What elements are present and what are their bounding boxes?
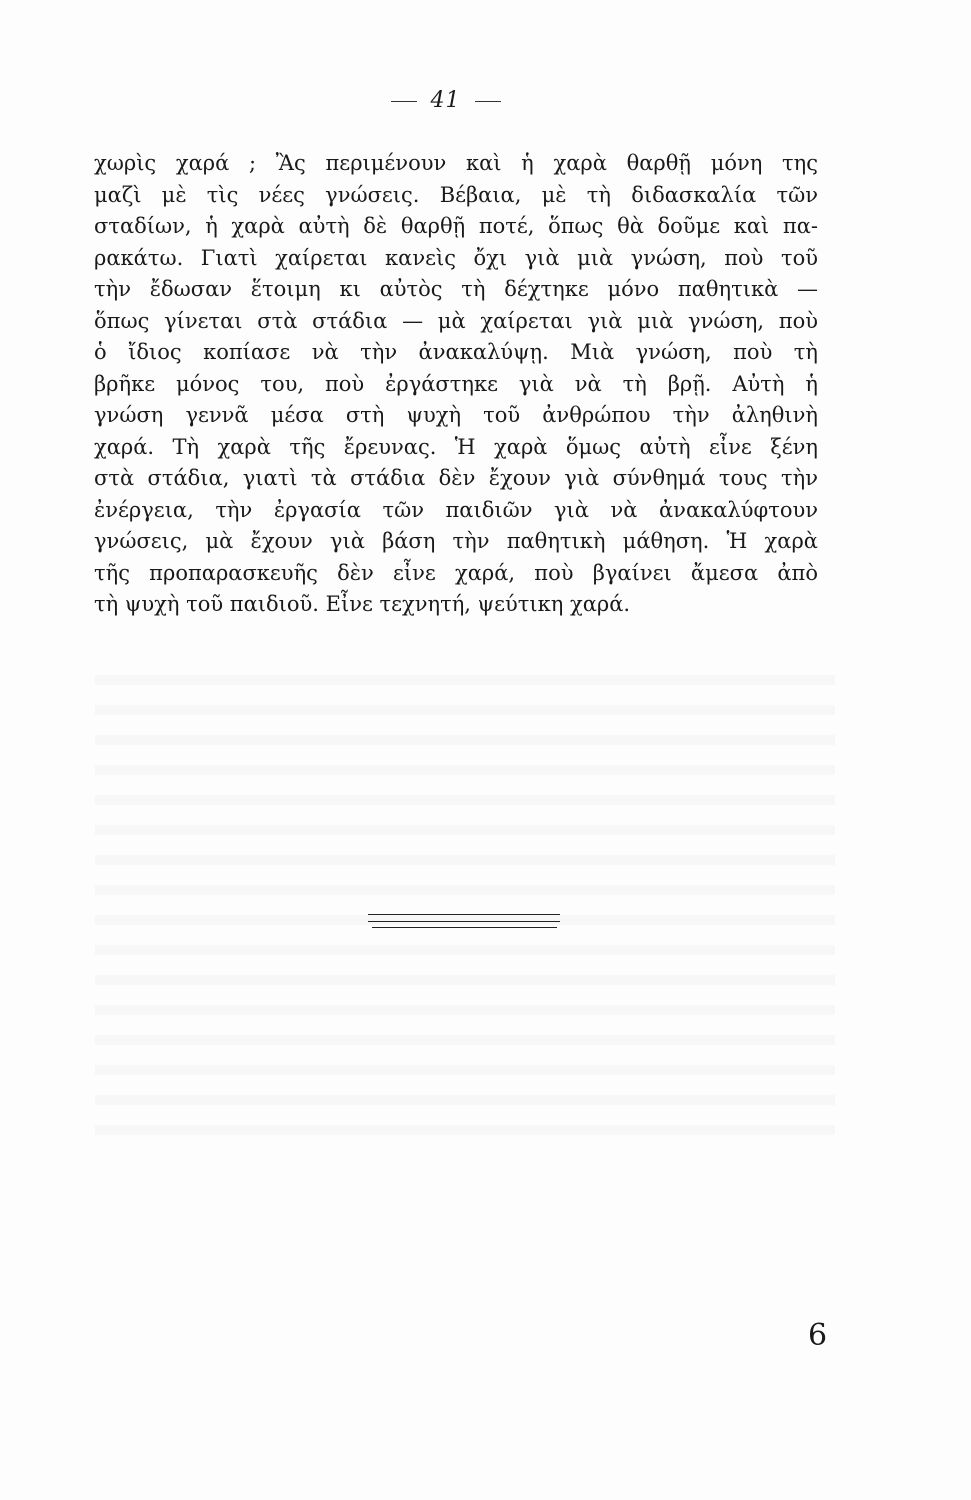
- text-line: ρακάτω. Γιατὶ χαίρεται κανεὶς ὄχι γιὰ μιὰ γνώση, ποὺ τοῦ: [94, 245, 818, 270]
- text-line: ὅπως γίνεται στὰ στάδια — μὰ χαίρεται γιὰ μιὰ γνώση, ποὺ: [94, 308, 818, 333]
- text-line: σταδίων, ἡ χαρὰ αὐτὴ δὲ θαρθῇ ποτέ, ὅπως θὰ δοῦμε καὶ πα-: [94, 214, 818, 238]
- text-line: χωρὶς χαρά ; Ἂς περιμένουν καὶ ἡ χαρὰ θαρθῇ μόνη της: [94, 151, 818, 175]
- bleed-through-shadow: [95, 655, 835, 1135]
- section-divider-rule: [368, 921, 560, 922]
- signature-mark: 6: [808, 1318, 828, 1353]
- header-dash-right: [475, 101, 501, 102]
- text-line: ὁ ἴδιος κοπίασε νὰ τὴν ἀνακαλύψῃ. Μιὰ γνώση, ποὺ τὴ: [94, 340, 818, 364]
- text-line: τὴν ἔδωσαν ἕτοιμη κι αὐτὸς τὴ δέχτηκε μόνο παθητικὰ —: [94, 277, 818, 301]
- section-divider-rule: [372, 927, 557, 928]
- page-header: [0, 88, 891, 113]
- text-line: ἐνέργεια, τὴν ἐργασία τῶν παιδιῶν γιὰ νὰ ἀνακαλύφτουν: [94, 497, 818, 522]
- text-line: γνώσεις, μὰ ἔχουν γιὰ βάση τὴν παθητικὴ μάθηση. Ἡ χαρὰ: [94, 529, 818, 553]
- page-number: 41: [430, 88, 461, 113]
- text-line-last: τὴ ψυχὴ τοῦ παιδιοῦ. Εἶνε τεχνητή, ψεύτικη χαρά.: [94, 592, 631, 616]
- text-line: στὰ στάδια, γιατὶ τὰ στάδια δὲν ἔχουν γιὰ σύνθημά τους τὴν: [94, 466, 818, 490]
- text-line: βρῆκε μόνος του, ποὺ ἐργάστηκε γιὰ νὰ τὴ βρῇ. Αὐτὴ ἡ: [94, 371, 818, 396]
- text-line: χαρά. Τὴ χαρὰ τῆς ἔρευνας. Ἡ χαρὰ ὅμως αὐτὴ εἶνε ξένη: [94, 434, 818, 459]
- text-line: μαζὶ μὲ τὶς νέες γνώσεις. Βέβαια, μὲ τὴ διδασκαλία τῶν: [94, 182, 818, 207]
- section-divider-rule: [368, 914, 560, 915]
- body-paragraph: [94, 148, 818, 621]
- text-line: γνώση γεννᾶ μέσα στὴ ψυχὴ τοῦ ἀνθρώπου τὴν ἀληθινὴ: [94, 403, 818, 427]
- text-line: τῆς προπαρασκευῆς δὲν εἶνε χαρά, ποὺ βγαίνει ἄμεσα ἀπὸ: [94, 560, 818, 585]
- header-dash-left: [391, 101, 417, 102]
